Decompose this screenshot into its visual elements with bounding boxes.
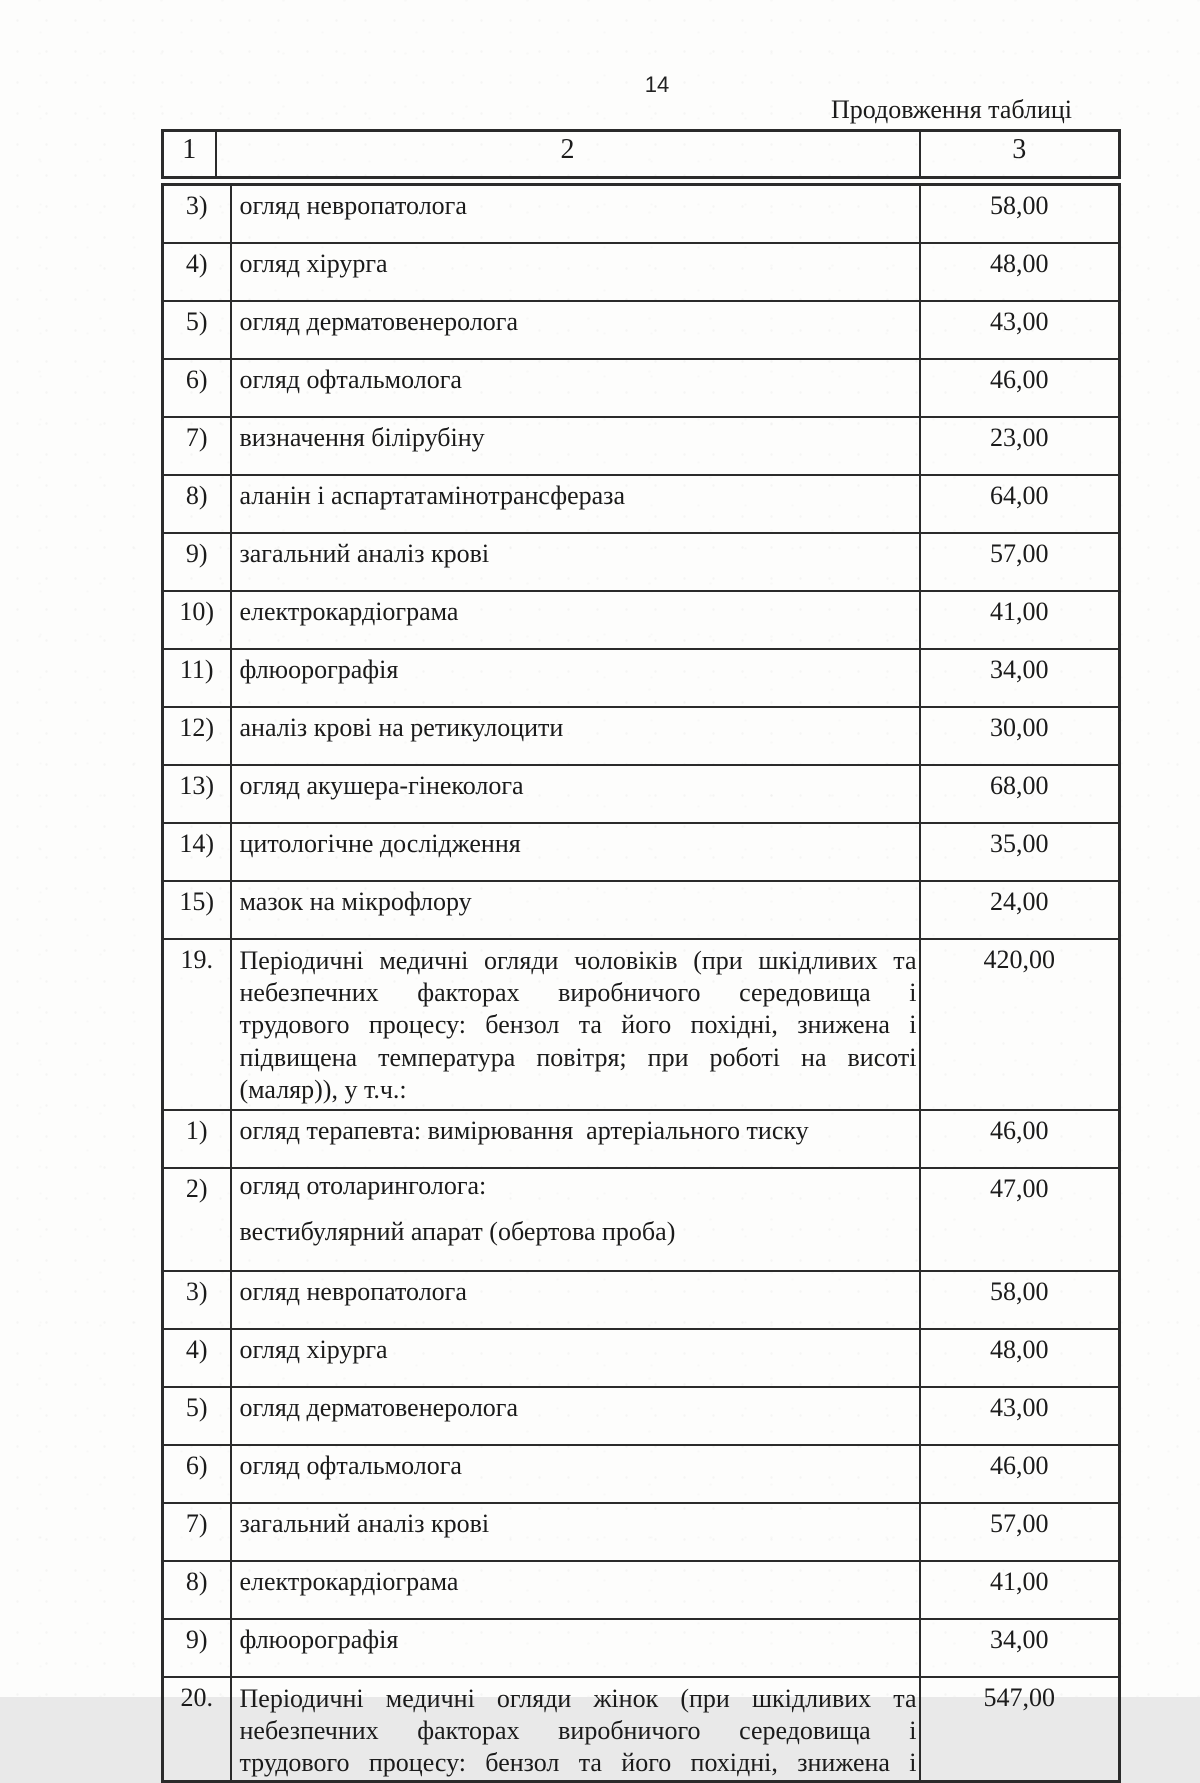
description-line: небезпечних факторах виробничого середовища і — [239, 978, 917, 1008]
price-cell: 48,00 — [920, 243, 1120, 301]
price-cell: 46,00 — [920, 1110, 1120, 1168]
row-number-cell: 10) — [163, 591, 231, 649]
table-row — [163, 475, 1120, 533]
price-cell: 43,00 — [920, 301, 1120, 359]
price-cell: 57,00 — [920, 1503, 1120, 1561]
description-cell — [231, 765, 920, 823]
description-cell — [231, 649, 920, 707]
price-cell: 57,00 — [920, 533, 1120, 591]
table-row — [163, 1387, 1120, 1445]
description-line: Періодичні медичні огляди чоловіків (при шкідливих та — [239, 946, 917, 975]
description-cell — [231, 475, 920, 533]
description-cell — [231, 1561, 920, 1619]
table-row — [163, 1503, 1120, 1561]
description-cell — [231, 1619, 920, 1677]
row-number-cell: 15) — [163, 881, 231, 939]
description-line: флюорографія — [239, 1625, 399, 1654]
table-continuation-label: Продовження таблиці — [830, 95, 1072, 124]
description-cell — [231, 1677, 920, 1782]
table-row — [163, 707, 1120, 765]
description-line: цитологічне дослідження — [239, 829, 521, 858]
description-line: вестибулярний апарат (обертова проба) — [239, 1217, 676, 1246]
price-cell: 547,00 — [920, 1677, 1120, 1782]
price-cell: 420,00 — [920, 939, 1120, 1110]
row-number-cell: 5) — [163, 1387, 231, 1445]
description-cell — [231, 359, 920, 417]
table-row — [163, 533, 1120, 591]
table-row — [163, 185, 1120, 244]
price-cell: 34,00 — [920, 1619, 1120, 1677]
description-cell — [231, 301, 920, 359]
table-row — [163, 649, 1120, 707]
table-row — [163, 1110, 1120, 1168]
description-cell — [231, 533, 920, 591]
price-cell: 41,00 — [920, 591, 1120, 649]
description-cell — [231, 1329, 920, 1387]
row-number-cell: 3) — [163, 1271, 231, 1329]
row-number-cell: 19. — [163, 939, 231, 1110]
table-row — [163, 243, 1120, 301]
table-row — [163, 359, 1120, 417]
table-row — [163, 881, 1120, 939]
row-number-cell: 14) — [163, 823, 231, 881]
description-cell — [231, 939, 920, 1110]
table-row — [163, 1329, 1120, 1387]
description-line: трудового процесу: бензол та його похідні, знижена і — [239, 1748, 917, 1778]
description-cell — [231, 1168, 920, 1271]
description-line: мазок на мікрофлору — [239, 887, 472, 916]
description-line: флюорографія — [239, 655, 399, 684]
price-cell: 43,00 — [920, 1387, 1120, 1445]
row-number-cell: 6) — [163, 359, 231, 417]
description-line: (маляр)), у т.ч.: — [239, 1074, 407, 1104]
description-line: огляд офтальмолога — [239, 1451, 462, 1480]
description-line: визначення білірубіну — [239, 423, 485, 452]
description-line: огляд отоларинголога: — [239, 1171, 487, 1200]
row-number-cell: 6) — [163, 1445, 231, 1503]
description-cell — [231, 243, 920, 301]
table-row — [163, 765, 1120, 823]
description-line: загальний аналіз крові — [239, 539, 490, 568]
row-number-cell: 13) — [163, 765, 231, 823]
description-line: аланін і аспартатамінотрансфераза — [239, 481, 625, 510]
description-line: огляд терапевта: вимірювання артеріального тиску — [239, 1116, 809, 1145]
description-line: трудового процесу: бензол та його похідні, знижена і — [239, 1010, 917, 1040]
table-row — [163, 1445, 1120, 1503]
description-line: загальний аналіз крові — [239, 1509, 490, 1538]
description-cell — [231, 1110, 920, 1168]
description-line: огляд дерматовенеролога — [239, 1393, 518, 1422]
description-cell — [231, 591, 920, 649]
header-cell-col1: 1 — [163, 131, 216, 178]
price-cell: 34,00 — [920, 649, 1120, 707]
row-number-cell: 9) — [163, 1619, 231, 1677]
description-cell — [231, 185, 920, 244]
price-cell: 58,00 — [920, 185, 1120, 244]
price-cell: 68,00 — [920, 765, 1120, 823]
row-number-cell: 8) — [163, 1561, 231, 1619]
row-number-cell: 4) — [163, 243, 231, 301]
row-number-cell: 5) — [163, 301, 231, 359]
description-line: підвищена температура повітря; при роботі на висоті — [239, 1042, 917, 1072]
row-number-cell: 11) — [163, 649, 231, 707]
table-row — [163, 591, 1120, 649]
row-number-cell: 7) — [163, 1503, 231, 1561]
description-line: небезпечних факторах виробничого середовища і — [239, 1716, 917, 1746]
description-line: огляд дерматовенеролога — [239, 307, 518, 336]
price-cell: 30,00 — [920, 707, 1120, 765]
table-row — [163, 1619, 1120, 1677]
description-cell — [231, 1387, 920, 1445]
price-cell: 48,00 — [920, 1329, 1120, 1387]
price-table — [161, 183, 1121, 1783]
price-cell: 24,00 — [920, 881, 1120, 939]
table-row — [163, 1561, 1120, 1619]
row-number-cell: 7) — [163, 417, 231, 475]
row-number-cell: 1) — [163, 1110, 231, 1168]
table-row — [163, 417, 1120, 475]
row-number-cell: 8) — [163, 475, 231, 533]
description-cell — [231, 1503, 920, 1561]
header-cell-col2: 2 — [216, 131, 920, 178]
price-cell: 35,00 — [920, 823, 1120, 881]
description-line: електрокардіограма — [239, 1567, 459, 1596]
description-line: Періодичні медичні огляди жінок (при шкідливих та — [239, 1684, 917, 1713]
table-row — [163, 1168, 1120, 1271]
row-number-cell: 12) — [163, 707, 231, 765]
row-number-cell: 2) — [163, 1168, 231, 1271]
header-cell-col3: 3 — [920, 131, 1120, 178]
table-row — [163, 939, 1120, 1110]
price-cell: 41,00 — [920, 1561, 1120, 1619]
price-cell: 64,00 — [920, 475, 1120, 533]
description-line: електрокардіограма — [239, 597, 459, 626]
row-number-cell: 4) — [163, 1329, 231, 1387]
price-cell: 46,00 — [920, 1445, 1120, 1503]
table-row — [163, 301, 1120, 359]
description-cell — [231, 707, 920, 765]
table-row — [163, 823, 1120, 881]
price-cell: 46,00 — [920, 359, 1120, 417]
table-row — [163, 1677, 1120, 1782]
description-cell — [231, 417, 920, 475]
description-cell — [231, 881, 920, 939]
page-number: 14 — [644, 72, 670, 97]
description-line: аналіз крові на ретикулоцити — [239, 713, 564, 742]
description-cell — [231, 823, 920, 881]
row-number-cell: 3) — [163, 185, 231, 244]
description-line: огляд хірурга — [239, 1335, 388, 1364]
description-line: огляд офтальмолога — [239, 365, 462, 394]
row-number-cell: 9) — [163, 533, 231, 591]
description-line: огляд хірурга — [239, 249, 388, 278]
column-header-table — [161, 129, 1121, 179]
header-row — [163, 131, 1120, 178]
description-cell — [231, 1445, 920, 1503]
description-cell — [231, 1271, 920, 1329]
description-line: огляд невропатолога — [239, 191, 467, 220]
price-cell: 47,00 — [920, 1168, 1120, 1271]
price-cell: 23,00 — [920, 417, 1120, 475]
table-row — [163, 1271, 1120, 1329]
row-number-cell: 20. — [163, 1677, 231, 1782]
price-cell: 58,00 — [920, 1271, 1120, 1329]
description-line: огляд акушера-гінеколога — [239, 771, 524, 800]
description-line: огляд невропатолога — [239, 1277, 467, 1306]
